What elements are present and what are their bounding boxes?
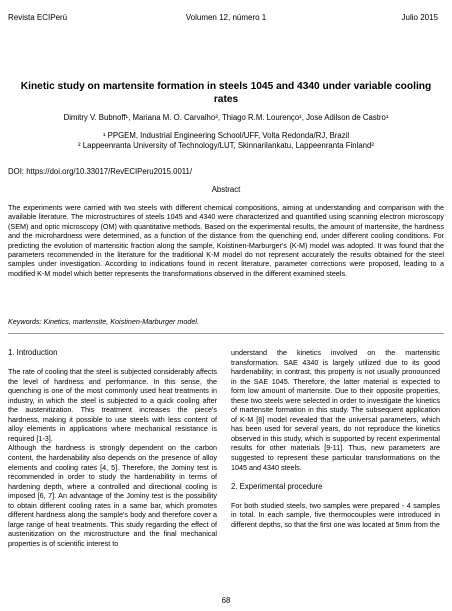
intro-paragraph-3: understand the kinetics involved on the martensitic transformation. SAE 4340 is largely utilized due to its good hardenability; in contrast, this property is not usually pronounced in the SAE 1045. Therefore, the latter material is expected to form low amount of martensite. Due to their opposite properties, these two steels were selected in order to investigate the kinetics of martensite formation in this study. The subsequent application of K-M [8] model revealed that the universal parameters, which has been used for several years, do not reproduce the kinetics observed in this study, which is supported by recent experimental results for other materials [9-11]. Thus, new parameters are suggested to represent these particular transformations on the 1045 and 4340 steels.	[231, 348, 440, 472]
right-column	[231, 348, 440, 529]
journal-name: Revista ECIPerú	[8, 13, 68, 22]
volume-info: Volumen 12, número 1	[185, 13, 267, 22]
affiliation-1: ¹ PPGEM, Industrial Engineering School/UFF, Volta Redonda/RJ, Brazil	[102, 131, 350, 140]
section-heading-introduction: 1. Introduction	[8, 348, 58, 357]
paper-title: Kinetic study on martensite formation in steels 1045 and 4340 under variable cooling rates	[20, 81, 432, 105]
page-number: 68	[221, 596, 231, 605]
section-divider	[8, 333, 444, 334]
abstract-text: The experiments were carried with two steels with different chemical compositions, aiming at understanding and comparison with the available literature. The microstructures of steels 1045 and 4340 were characterized and quantified using scanning electron microscopy (SEM) and optic microscopy (OM) with quantitative methods. Based on the experimental results, the amount of martensite, the hardness and the microhardness were determined, as a function of the distance from the quenching end, under different cooling conditions. For predicting the evolution of martensitic fraction along the sample, Koistinen-Marburger's (K-M) model was adopted. It was found that the parameters recommended in the literature for the traditional K-M model do not represent accurately the results obtained for the steel samples under investigation. According to indications found in recent literature, parameter corrections were proposed, leading to a modified K-M model which better represents the transformations observed in the different examined steels.	[8, 203, 444, 278]
keywords: Keywords: Kinetics, martensite, Koistinen-Marburger model.	[8, 317, 199, 326]
author-list: Dimitry V. Bubnoff¹, Mariana M. O. Carvalho², Thiago R.M. Lourenço¹, Jose Adilson de Castro¹	[63, 113, 389, 122]
left-column	[8, 348, 217, 548]
section-heading-experimental: 2. Experimental procedure	[231, 481, 323, 491]
intro-paragraph-2: Although the hardness is strongly dependent on the carbon content, the hardenability also depends on the presence of alloy elements and cooling rates [4, 5]. Therefore, the Jominy test is recommended in order to study the hardenability in terms of hardening depth, where a controlled and directional cooling is imposed [6, 7]. An advantage of the Jominy test is the possibility to obtain different cooling rates in a same bar, which promotes different hardness along the sample's body and therefore cover a large range of heat treatments. This study regarding the effect of austenitization on the microstructure and the final mechanical properties is of scientific interest to	[8, 443, 217, 548]
experimental-paragraph-1: For both studied steels, two samples were prepared - 4 samples in total. In each sample, five thermocouples were introduced in different depths, so that the first one was located at 5mm from the	[231, 500, 440, 529]
doi-link[interactable]: DOI: https://doi.org/10.33017/RevECIPeru2015.0011/	[8, 167, 193, 176]
affiliation-2: ² Lappeenranta University of Technology/LUT, Skinnarilankatu, Lappeenranta Finland²	[78, 141, 374, 150]
intro-paragraph-1: The rate of cooling that the steel is subjected considerably affects the level of hardness and performance. In this sense, the quenching is one of the most commonly used heat treatments in industry, in which the steel is subjected to a quick cooling after the austenitization. This treatment increases the piece's hardness, making it possible to use steels with less content of alloy elements in applications where mechanical resistance is required [1-3].	[8, 367, 217, 443]
issue-date: Julio 2015	[401, 13, 438, 22]
abstract-heading: Abstract	[211, 185, 241, 194]
